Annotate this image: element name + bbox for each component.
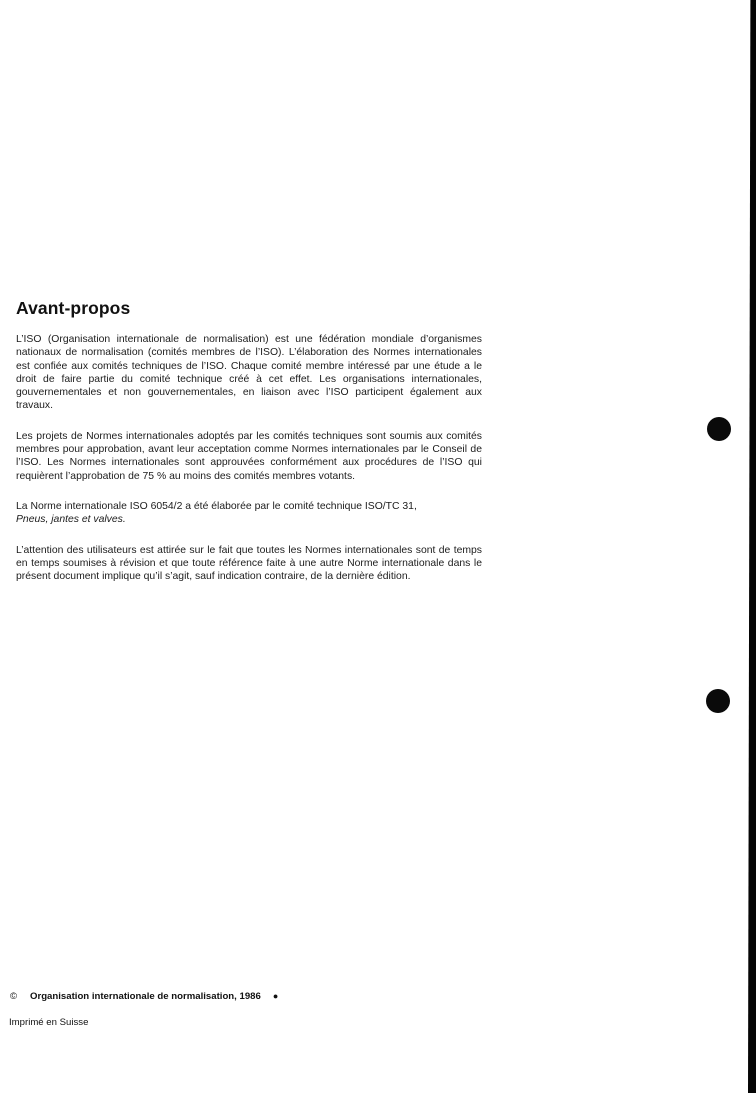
paragraph-approval-process: Les projets de Normes internationales adoptés par les comités techniques sont soumis aux comités membres pour approbation, avant leur acceptation comme Normes internationales par le Conseil de l’ISO. Les Normes internationales sont approuvées conformément aux procédures de l’ISO qui requièrent l’approbation de 75 % au moins des comités membres votants. xyxy=(16,430,482,482)
copyright-icon: © xyxy=(10,991,18,1002)
page-title: Avant-propos xyxy=(16,298,131,318)
paragraph-standard-origin xyxy=(16,500,482,527)
scanned-page-edge xyxy=(748,0,756,1093)
bullet-icon: ● xyxy=(272,991,279,1001)
copyright-line xyxy=(10,991,278,1002)
binding-hole-top xyxy=(707,417,731,441)
paragraph-revision-notice: L’attention des utilisateurs est attirée sur le fait que toutes les Normes internationales sont de temps en temps soumises à révision et que toute référence faite à une autre Norme internationale dans le présent document implique qu’il s’agit, sauf indication contraire, de la dernière édition. xyxy=(16,544,482,583)
copyright-organisation: Organisation internationale de normalisation, 1986 xyxy=(30,991,261,1002)
binding-hole-bottom xyxy=(706,689,730,713)
printed-in-label: Imprimé en Suisse xyxy=(9,1017,89,1028)
committee-subject: Pneus, jantes et valves. xyxy=(16,514,126,526)
foreword-section xyxy=(16,298,482,600)
standard-origin-text: La Norme internationale ISO 6054/2 a été élaborée par le comité technique ISO/TC 31, xyxy=(16,500,417,512)
paragraph-iso-overview: L’ISO (Organisation internationale de normalisation) est une fédération mondiale d’organismes nationaux de normalisation (comités membres de l’ISO). L’élaboration des Normes internationales est confiée aux comités techniques de l’ISO. Chaque comité membre intéressé par une étude a le droit de faire partie du comité technique créé à cet effet. Les organisations internationales, gouvernementales et non gouvernementales, en liaison avec l’ISO participent également aux travaux. xyxy=(16,334,482,412)
